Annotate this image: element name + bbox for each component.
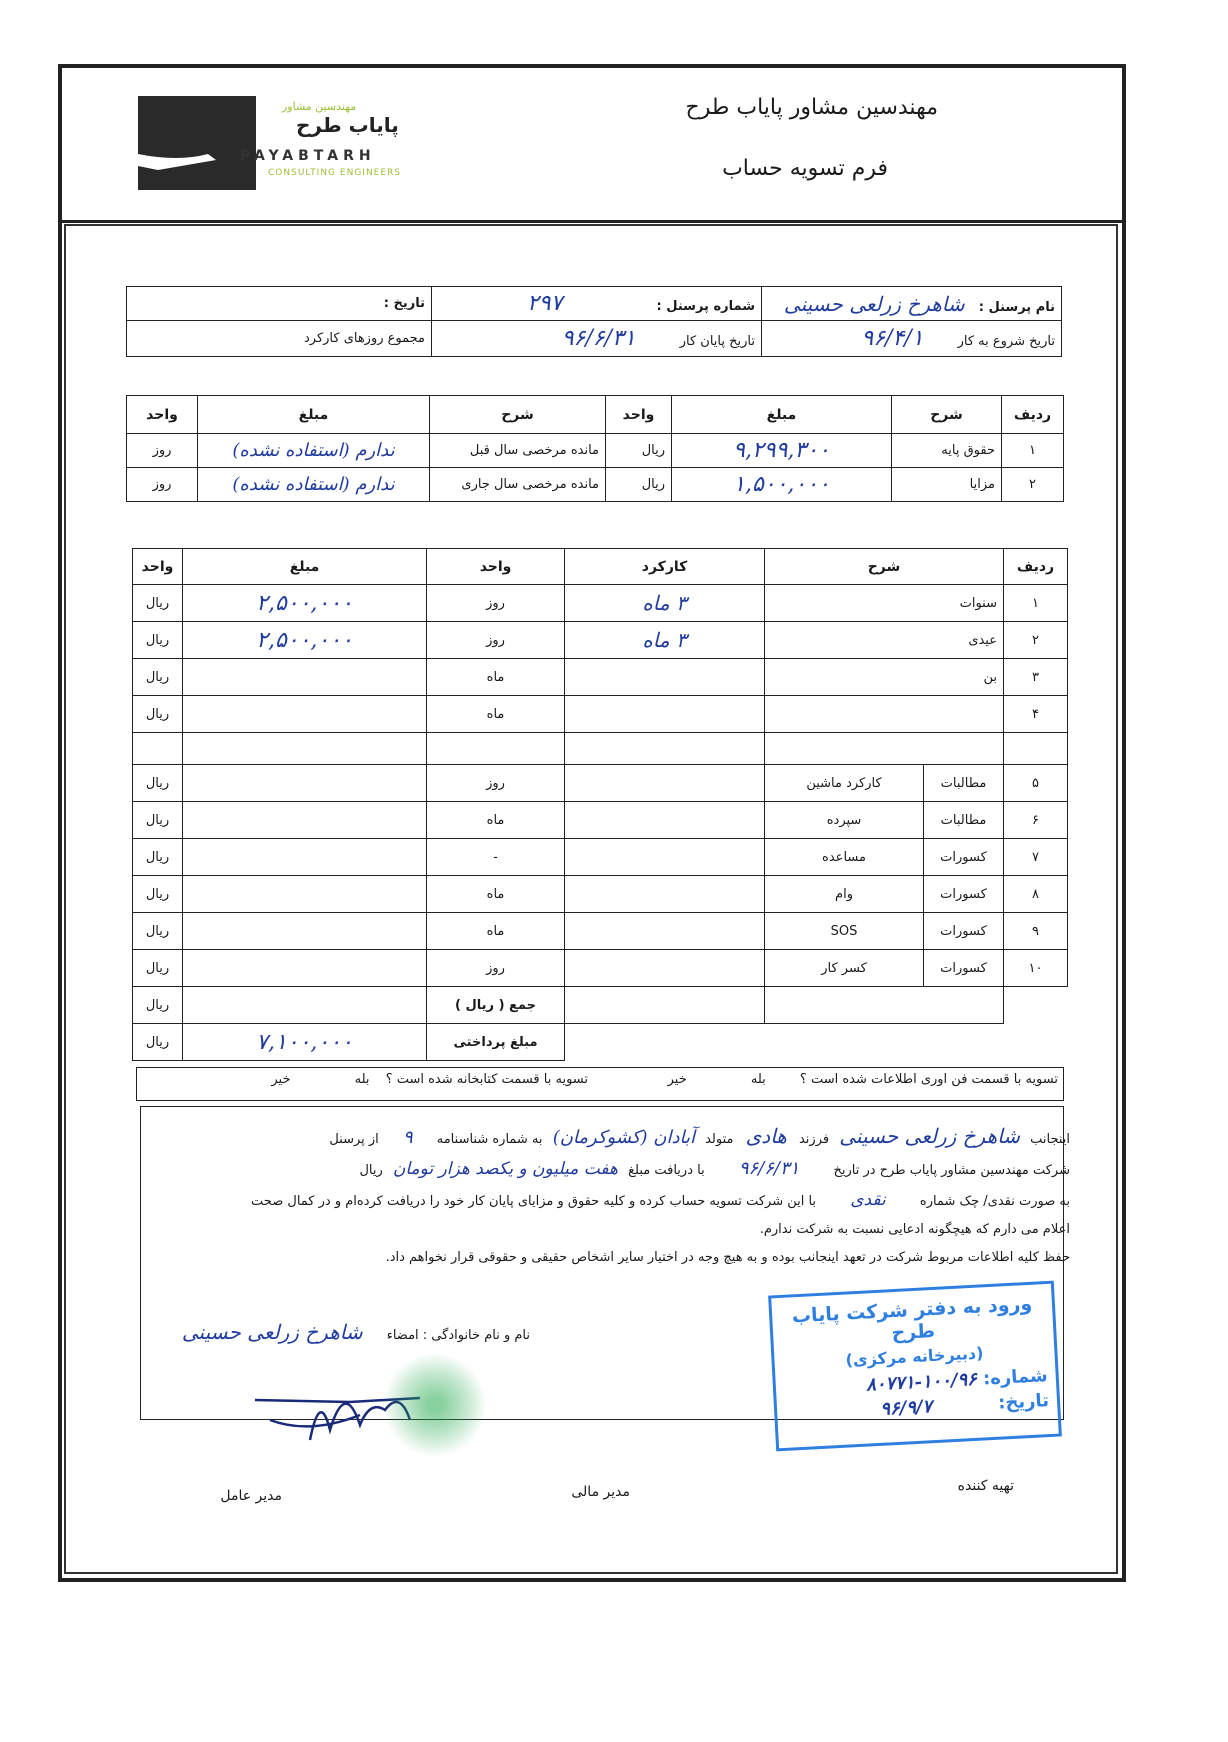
ceo-label: مدیر عامل <box>220 1488 282 1504</box>
decl-birthplace: آبادان (کشوکرمان) <box>552 1127 695 1148</box>
stamp-date-value: ۹۶/۹/۷ <box>879 1396 933 1420</box>
decl-date: ۹۶/۶/۳۱ <box>738 1158 800 1179</box>
start-date-cell <box>762 321 1062 357</box>
row-desc <box>765 696 1004 733</box>
row-currency: ریال <box>133 622 183 659</box>
decl-text: با دریافت مبلغ <box>628 1163 705 1178</box>
start-date-value: ۹۶/۴/۱ <box>861 326 924 351</box>
row-desc: سپرده <box>765 802 924 839</box>
logo-name-fa: پایاب طرح <box>296 113 399 137</box>
table-row <box>133 696 1068 733</box>
row-currency: ریال <box>133 802 183 839</box>
row-unit: ماه <box>427 913 565 950</box>
row-currency: ریال <box>133 950 183 987</box>
it-question <box>668 1072 1058 1087</box>
row-unit: ماه <box>427 696 565 733</box>
decl-text: فرزند <box>798 1132 830 1147</box>
row-work: ۳ ماه <box>565 585 765 622</box>
declaration-line-4: اعلام می دارم که هیچگونه ادعایی نسبت به شرکت ندارم. <box>759 1222 1070 1237</box>
workdays-cell <box>127 321 432 357</box>
row-category: مطالبات <box>924 802 1004 839</box>
signature-name: شاهرخ زرلعی حسینی <box>181 1320 363 1344</box>
row-unit: روز <box>427 585 565 622</box>
logo-mark-icon <box>138 96 256 190</box>
col-amount2-header: مبلغ <box>198 396 430 434</box>
table-row <box>127 468 1064 502</box>
declaration-line-5: حفظ کلیه اطلاعات مربوط شرکت در تعهد اینجانب بوده و به هیچ وجه در اختیار سایر اشخاص حقیقی و حقوقی قرار نخواهم داد. <box>385 1250 1070 1265</box>
row-category: کسورات <box>924 913 1004 950</box>
table-row <box>133 876 1068 913</box>
row-unit: روز <box>427 765 565 802</box>
decl-text: از پرسنل <box>329 1132 379 1147</box>
table-row <box>127 434 1064 468</box>
decl-text: اینجانب <box>1030 1132 1070 1147</box>
row-unit: ماه <box>427 802 565 839</box>
it-no[interactable]: خیر <box>667 1072 687 1087</box>
it-yes[interactable]: بله <box>750 1072 766 1087</box>
decl-id-number: ۹ <box>402 1127 413 1148</box>
row-number: ۱ <box>1004 585 1068 622</box>
payable-currency: ریال <box>133 1024 183 1061</box>
row-number: ۵ <box>1004 765 1068 802</box>
col-desc-header: شرح <box>765 549 1004 585</box>
row-unit: روز <box>427 622 565 659</box>
row-unit2: روز <box>127 468 198 502</box>
row-unit: - <box>427 839 565 876</box>
row-currency: ریال <box>133 659 183 696</box>
receipt-stamp <box>768 1281 1062 1452</box>
row-unit: ماه <box>427 659 565 696</box>
row-amount2: ندارم (استفاده نشده) <box>198 434 430 468</box>
decl-text: شرکت مهندسین مشاور پایاب طرح در تاریخ <box>833 1163 1070 1178</box>
row-number: ۷ <box>1004 839 1068 876</box>
stamp-date-label: تاریخ: <box>997 1390 1050 1414</box>
company-name: مهندسین مشاور پایاب طرح <box>685 95 938 120</box>
col-row-header: ردیف <box>1002 396 1064 434</box>
row-amount <box>183 696 427 733</box>
form-title: فرم تسویه حساب <box>722 156 888 181</box>
total-row <box>133 987 1068 1024</box>
row-number: ۱۰ <box>1004 950 1068 987</box>
table-row-spacer <box>133 733 1068 765</box>
row-amount2: ندارم (استفاده نشده) <box>198 468 430 502</box>
row-desc2: مانده مرخصی سال جاری <box>430 468 606 502</box>
table-row <box>133 913 1068 950</box>
logo-name-en: PAYABTARH <box>240 148 376 164</box>
declaration-line-1 <box>170 1124 1070 1152</box>
row-currency: ریال <box>133 913 183 950</box>
row-category: مطالبات <box>924 765 1004 802</box>
decl-name: شاهرخ زرلعی حسینی <box>839 1124 1020 1148</box>
signature-label: نام و نام خانوادگی : امضاء <box>386 1328 530 1343</box>
col-unit2-header: واحد <box>127 396 198 434</box>
declaration-line-2 <box>170 1158 1070 1179</box>
stamp-number-value: ۱۰۰/۹۶-۸۰۷۷۱ <box>865 1368 978 1396</box>
table-row <box>133 585 1068 622</box>
row-desc: SOS <box>765 913 924 950</box>
row-unit2: روز <box>127 434 198 468</box>
stamp-number-label: شماره: <box>982 1365 1049 1390</box>
settlement-table <box>132 548 1068 1061</box>
col-desc2-header: شرح <box>430 396 606 434</box>
table-row <box>133 802 1068 839</box>
row-desc: سنوات <box>765 585 1004 622</box>
salary-table <box>126 395 1064 502</box>
lib-question <box>271 1072 588 1087</box>
row-currency: ریال <box>133 876 183 913</box>
col-amount-header: مبلغ <box>672 396 892 434</box>
decl-text: متولد <box>705 1132 734 1147</box>
table-row <box>133 765 1068 802</box>
payable-label: مبلغ پرداختی <box>453 1034 538 1050</box>
date-label: تاریخ : <box>383 296 425 311</box>
row-desc: مساعده <box>765 839 924 876</box>
table-row <box>133 839 1068 876</box>
row-amount: ۲,۵۰۰,۰۰۰ <box>183 585 427 622</box>
end-date-label: تاریخ پایان کار <box>679 334 755 349</box>
decl-amount-words: هفت میلیون و یکصد هزار تومان <box>392 1159 618 1179</box>
row-unit: ریال <box>606 468 672 502</box>
row-desc: عیدی <box>765 622 1004 659</box>
row-unit: روز <box>427 950 565 987</box>
row-number: ۲ <box>1004 622 1068 659</box>
name-label: نام پرسنل : <box>978 299 1055 315</box>
total-label: جمع ( ریال ) <box>455 997 536 1013</box>
payable-row <box>133 1024 1068 1061</box>
col-currency-header: واحد <box>133 549 183 585</box>
declaration-line-3 <box>170 1190 1070 1210</box>
row-desc: حقوق پایه <box>892 434 1002 468</box>
personnel-no-value: ۲۹۷ <box>526 291 563 316</box>
row-work: ۳ ماه <box>565 622 765 659</box>
it-question-text: تسویه با قسمت فن اوری اطلاعات شده است ؟ <box>799 1072 1058 1087</box>
lib-question-text: تسویه با قسمت کتابخانه شده است ؟ <box>385 1072 588 1087</box>
name-value: شاهرخ زرلعی حسینی <box>783 291 965 316</box>
row-desc: وام <box>765 876 924 913</box>
stamp-title: ورود به دفتر شرکت پایاب طرح <box>791 1292 1033 1345</box>
fingerprint-icon <box>385 1350 485 1460</box>
row-number: ۶ <box>1004 802 1068 839</box>
payable-value: ۷,۱۰۰,۰۰۰ <box>183 1024 427 1061</box>
decl-text: به صورت نقدی/ چک شماره <box>919 1194 1070 1209</box>
col-work-header: کارکرد <box>565 549 765 585</box>
row-number: ۸ <box>1004 876 1068 913</box>
decl-text: با این شرکت تسویه حساب کرده و کلیه حقوق و مزایای پایان کار خود را دریافت کرده‌ام و در کمال صحت <box>251 1194 817 1209</box>
row-unit: ریال <box>606 434 672 468</box>
row-desc: مزایا <box>892 468 1002 502</box>
logo-subtitle-en: CONSULTING ENGINEERS <box>268 168 402 178</box>
row-amount: ۹,۲۹۹,۳۰۰ <box>672 434 892 468</box>
row-desc: بن <box>765 659 1004 696</box>
col-row-header: ردیف <box>1004 549 1068 585</box>
table-row <box>133 659 1068 696</box>
col-unit-header: واحد <box>427 549 565 585</box>
lib-no[interactable]: خیر <box>271 1072 291 1087</box>
decl-father: هادی <box>745 1124 787 1148</box>
signature-line <box>182 1320 530 1344</box>
start-date-label: تاریخ شروع به کار <box>957 334 1055 349</box>
end-date-cell <box>432 321 762 357</box>
name-cell <box>762 287 1062 321</box>
row-unit: ماه <box>427 876 565 913</box>
row-currency: ریال <box>133 585 183 622</box>
finance-manager-label: مدیر مالی <box>571 1484 630 1500</box>
row-work <box>565 659 765 696</box>
personnel-info-table <box>126 286 1062 357</box>
row-currency: ریال <box>133 839 183 876</box>
total-currency: ریال <box>133 987 183 1024</box>
table-row <box>133 950 1068 987</box>
table-row <box>133 622 1068 659</box>
row-number: ۴ <box>1004 696 1068 733</box>
personnel-no-cell <box>432 287 762 321</box>
end-date-value: ۹۶/۶/۳۱ <box>561 326 636 351</box>
logo-mark <box>138 96 256 190</box>
row-category: کسورات <box>924 839 1004 876</box>
preparer-label: تهیه کننده <box>957 1478 1014 1494</box>
row-amount: ۱,۵۰۰,۰۰۰ <box>672 468 892 502</box>
personnel-no-label: شماره پرسنل : <box>656 299 755 314</box>
stamp-subtitle: (دبیرخانه مرکزی) <box>845 1343 984 1370</box>
row-category: کسورات <box>924 950 1004 987</box>
row-number: ۹ <box>1004 913 1068 950</box>
row-desc2: مانده مرخصی سال قبل <box>430 434 606 468</box>
col-desc-header: شرح <box>892 396 1002 434</box>
row-work <box>565 696 765 733</box>
row-amount: ۲,۵۰۰,۰۰۰ <box>183 622 427 659</box>
date-cell <box>127 287 432 321</box>
decl-text: ریال <box>359 1163 383 1178</box>
row-number: ۱ <box>1002 434 1064 468</box>
row-category: کسورات <box>924 876 1004 913</box>
row-desc: کسر کار <box>765 950 924 987</box>
row-amount <box>183 659 427 696</box>
col-amount-header: مبلغ <box>183 549 427 585</box>
header-divider <box>58 220 1126 223</box>
row-currency: ریال <box>133 696 183 733</box>
workdays-label: مجموع روزهای کارکرد <box>303 331 425 346</box>
row-desc: کارکرد ماشین <box>765 765 924 802</box>
row-currency: ریال <box>133 765 183 802</box>
decl-text: به شماره شناسنامه <box>436 1132 543 1147</box>
lib-yes[interactable]: بله <box>354 1072 370 1087</box>
logo-subtitle-fa: مهندسین مشاور <box>282 100 357 113</box>
col-unit-header: واحد <box>606 396 672 434</box>
row-number: ۳ <box>1004 659 1068 696</box>
row-number: ۲ <box>1002 468 1064 502</box>
decl-method: نقدی <box>850 1190 886 1210</box>
